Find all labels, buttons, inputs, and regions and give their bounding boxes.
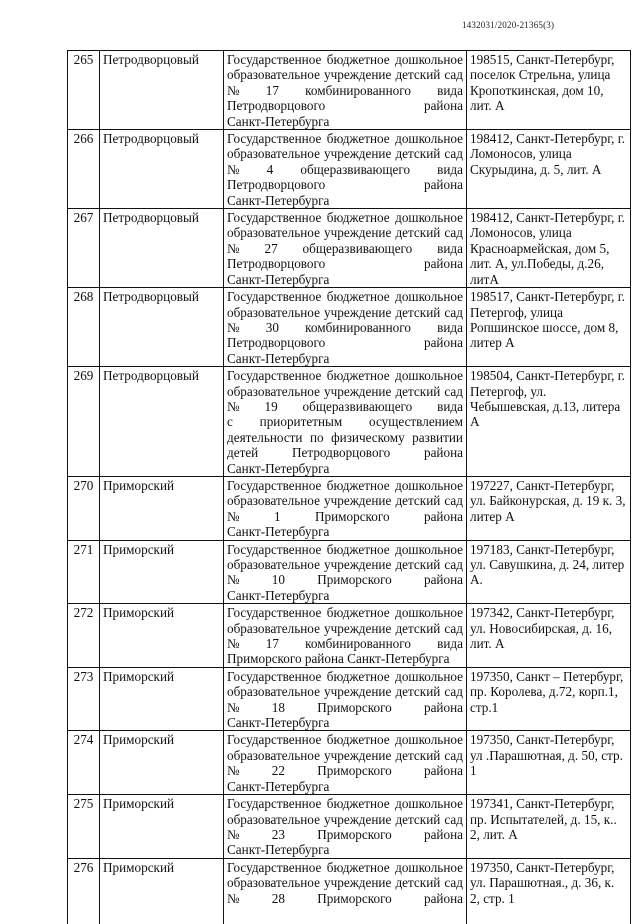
name-line bbox=[227, 700, 463, 715]
name-word: № bbox=[227, 241, 240, 256]
name-line bbox=[227, 241, 463, 256]
name-line: образовательное учреждение детский сад bbox=[227, 384, 463, 399]
name-line bbox=[227, 509, 463, 524]
name-line: Государственное бюджетное дошкольное bbox=[227, 210, 463, 225]
name-line bbox=[227, 162, 463, 177]
row-number: 265 bbox=[68, 51, 100, 130]
name-line: Государственное бюджетное дошкольное bbox=[227, 860, 463, 875]
row-number: 270 bbox=[68, 476, 100, 540]
name-line: образовательное учреждение детский сад bbox=[227, 146, 463, 161]
name-word: детей bbox=[227, 445, 258, 460]
name-line: Санкт-Петербурга bbox=[227, 351, 463, 366]
name-line: образовательное учреждение детский сад bbox=[227, 812, 463, 827]
address-cell: 197350, Санкт-Петербург, ул. Парашютная., д. 36, к. 2, стр. 1 bbox=[467, 858, 631, 924]
name-word: вида bbox=[437, 162, 463, 177]
name-word: 27 bbox=[264, 241, 277, 256]
address-cell: 198412, Санкт-Петербург, г. Ломоносов, улица Красноармейская, дом 5, лит. А, ул.Победы, д.26, литА bbox=[467, 209, 631, 288]
name-line: Государственное бюджетное дошкольное bbox=[227, 732, 463, 747]
name-word: комбинированного bbox=[305, 320, 411, 335]
name-word: Петродворцового bbox=[227, 256, 325, 271]
name-line: образовательное учреждение детский сад bbox=[227, 748, 463, 763]
address-cell: 198412, Санкт-Петербург, г. Ломоносов, улица Скурыдина, д. 5, лит. А bbox=[467, 130, 631, 209]
district-cell: Петродворцовый bbox=[100, 288, 224, 367]
name-line: Государственное бюджетное дошкольное bbox=[227, 669, 463, 684]
institution-name-cell bbox=[224, 540, 467, 604]
table-row bbox=[68, 367, 631, 477]
name-line bbox=[227, 320, 463, 335]
table-row bbox=[68, 858, 631, 924]
name-line: образовательное учреждение детский сад bbox=[227, 493, 463, 508]
name-word: № bbox=[227, 827, 240, 842]
name-word: Петродворцового bbox=[227, 335, 325, 350]
name-line: Санкт-Петербурга bbox=[227, 114, 463, 129]
name-word: района bbox=[424, 335, 463, 350]
district-cell: Петродворцовый bbox=[100, 51, 224, 130]
name-word: района bbox=[424, 445, 463, 460]
name-word: 19 bbox=[264, 399, 277, 414]
district-cell: Приморский bbox=[100, 858, 224, 924]
name-word: Петродворцового bbox=[292, 445, 390, 460]
name-line: Санкт-Петербурга bbox=[227, 779, 463, 794]
name-word: № bbox=[227, 320, 240, 335]
name-line: Приморского района Санкт-Петербурга bbox=[227, 651, 463, 666]
name-word: № bbox=[227, 572, 240, 587]
address-cell: 197350, Санкт – Петербург, пр. Королева, д.72, корп.1, стр.1 bbox=[467, 667, 631, 731]
row-number: 272 bbox=[68, 604, 100, 668]
address-cell: 198504, Санкт-Петербург, г. Петергоф, ул. Чебышевская, д.13, литера А bbox=[467, 367, 631, 477]
address-cell: 198515, Санкт-Петербург, поселок Стрельна, улица Кропоткинская, дом 10, лит. А bbox=[467, 51, 631, 130]
name-word: № bbox=[227, 700, 240, 715]
district-cell: Петродворцовый bbox=[100, 130, 224, 209]
row-number: 274 bbox=[68, 731, 100, 795]
name-line: Санкт-Петербурга bbox=[227, 715, 463, 730]
name-line: образовательное учреждение детский сад bbox=[227, 225, 463, 240]
name-word: района bbox=[424, 700, 463, 715]
name-line bbox=[227, 83, 463, 98]
name-line bbox=[227, 445, 463, 460]
name-word: комбинированного bbox=[305, 83, 411, 98]
name-line: Санкт-Петербурга bbox=[227, 842, 463, 857]
name-word: № bbox=[227, 891, 240, 906]
district-cell: Петродворцовый bbox=[100, 367, 224, 477]
name-word: № bbox=[227, 636, 240, 651]
row-number: 271 bbox=[68, 540, 100, 604]
name-line: образовательное учреждение детский сад bbox=[227, 684, 463, 699]
table-row bbox=[68, 209, 631, 288]
name-word: 10 bbox=[272, 572, 285, 587]
name-line bbox=[227, 335, 463, 350]
institutions-table bbox=[67, 50, 631, 924]
name-word: района bbox=[424, 98, 463, 113]
name-word: вида bbox=[437, 636, 463, 651]
name-word: района bbox=[424, 256, 463, 271]
district-cell: Приморский bbox=[100, 795, 224, 859]
name-line: Государственное бюджетное дошкольное bbox=[227, 368, 463, 383]
name-line: Санкт-Петербурга bbox=[227, 524, 463, 539]
name-word: 23 bbox=[272, 827, 285, 842]
district-cell: Приморский bbox=[100, 476, 224, 540]
institution-name-cell bbox=[224, 130, 467, 209]
district-cell: Петродворцовый bbox=[100, 209, 224, 288]
institution-name-cell bbox=[224, 288, 467, 367]
name-line bbox=[227, 572, 463, 587]
institution-name-cell bbox=[224, 795, 467, 859]
name-line: Государственное бюджетное дошкольное bbox=[227, 542, 463, 557]
name-word: района bbox=[424, 827, 463, 842]
address-cell: 197342, Санкт-Петербург, ул. Новосибирская, д. 16, лит. А bbox=[467, 604, 631, 668]
district-cell: Приморский bbox=[100, 667, 224, 731]
name-line: образовательное учреждение детский сад bbox=[227, 875, 463, 890]
name-word: № bbox=[227, 162, 240, 177]
row-number: 276 bbox=[68, 858, 100, 924]
table-row bbox=[68, 540, 631, 604]
name-word: вида bbox=[437, 399, 463, 414]
name-line: Государственное бюджетное дошкольное bbox=[227, 52, 463, 67]
name-word: вида bbox=[437, 83, 463, 98]
name-word: района bbox=[424, 763, 463, 778]
document-id: 1432031/2020-21365(3) bbox=[462, 20, 554, 30]
institution-name-cell bbox=[224, 476, 467, 540]
name-word: вида bbox=[437, 241, 463, 256]
name-line: Государственное бюджетное дошкольное bbox=[227, 131, 463, 146]
row-number: 273 bbox=[68, 667, 100, 731]
name-word: района bbox=[424, 572, 463, 587]
row-number: 269 bbox=[68, 367, 100, 477]
name-word: района bbox=[424, 891, 463, 906]
name-line: Государственное бюджетное дошкольное bbox=[227, 478, 463, 493]
table-row bbox=[68, 604, 631, 668]
name-line: Государственное бюджетное дошкольное bbox=[227, 289, 463, 304]
table-row bbox=[68, 476, 631, 540]
address-cell: 197183, Санкт-Петербург, ул. Савушкина, д. 24, литер А. bbox=[467, 540, 631, 604]
name-line bbox=[227, 399, 463, 414]
name-word: 28 bbox=[272, 891, 285, 906]
name-word: 1 bbox=[274, 509, 281, 524]
name-word: 30 bbox=[266, 320, 279, 335]
name-word: района bbox=[424, 177, 463, 192]
name-line bbox=[227, 414, 463, 429]
table-row bbox=[68, 731, 631, 795]
name-line: деятельности по физическому развитии bbox=[227, 430, 463, 445]
table-row bbox=[68, 795, 631, 859]
name-line bbox=[227, 256, 463, 271]
address-cell: 198517, Санкт-Петербург, г. Петергоф, улица Ропшинское шоссе, дом 8, литер А bbox=[467, 288, 631, 367]
name-word: общеразвивающего bbox=[300, 162, 410, 177]
name-word: с bbox=[227, 414, 233, 429]
name-word: общеразвивающего bbox=[303, 399, 413, 414]
row-number: 267 bbox=[68, 209, 100, 288]
institution-name-cell bbox=[224, 51, 467, 130]
row-number: 266 bbox=[68, 130, 100, 209]
name-word: № bbox=[227, 399, 240, 414]
name-word: Приморского bbox=[317, 763, 392, 778]
name-word: общеразвивающего bbox=[303, 241, 413, 256]
address-cell: 197341, Санкт-Петербург, пр. Испытателей, д. 15, к.. 2, лит. А bbox=[467, 795, 631, 859]
name-word: № bbox=[227, 83, 240, 98]
name-word: № bbox=[227, 763, 240, 778]
name-word: Приморского bbox=[317, 700, 392, 715]
name-word: Петродворцового bbox=[227, 98, 325, 113]
institution-name-cell bbox=[224, 209, 467, 288]
row-number: 275 bbox=[68, 795, 100, 859]
name-word: 18 bbox=[272, 700, 285, 715]
district-cell: Приморский bbox=[100, 604, 224, 668]
name-line bbox=[227, 636, 463, 651]
table-body bbox=[68, 51, 631, 924]
name-line: образовательное учреждение детский сад bbox=[227, 305, 463, 320]
name-word: осуществлением bbox=[369, 414, 463, 429]
institution-name-cell bbox=[224, 667, 467, 731]
name-word: 22 bbox=[272, 763, 285, 778]
name-line bbox=[227, 763, 463, 778]
name-line: образовательное учреждение детский сад bbox=[227, 621, 463, 636]
table-row bbox=[68, 130, 631, 209]
name-word: 17 bbox=[266, 636, 279, 651]
institution-name-cell bbox=[224, 604, 467, 668]
name-word: Приморского bbox=[317, 891, 392, 906]
name-line: Санкт-Петербурга bbox=[227, 461, 463, 476]
name-line: Санкт-Петербурга bbox=[227, 588, 463, 603]
institution-name-cell bbox=[224, 731, 467, 795]
name-line bbox=[227, 827, 463, 842]
name-line: Санкт-Петербурга bbox=[227, 193, 463, 208]
address-cell: 197227, Санкт-Петербург, ул. Байконурская, д. 19 к. 3, литер А bbox=[467, 476, 631, 540]
name-line: Государственное бюджетное дошкольное bbox=[227, 796, 463, 811]
name-word: района bbox=[424, 509, 463, 524]
name-line: Санкт-Петербурга bbox=[227, 272, 463, 287]
name-line bbox=[227, 98, 463, 113]
name-word: 4 bbox=[267, 162, 274, 177]
name-line bbox=[227, 177, 463, 192]
name-line bbox=[227, 891, 463, 906]
name-line: образовательное учреждение детский сад bbox=[227, 67, 463, 82]
name-word: комбинированного bbox=[305, 636, 411, 651]
name-word: Приморского bbox=[315, 509, 390, 524]
name-word: Приморского bbox=[317, 572, 392, 587]
name-line: Государственное бюджетное дошкольное bbox=[227, 605, 463, 620]
district-cell: Приморский bbox=[100, 540, 224, 604]
name-word: 17 bbox=[266, 83, 279, 98]
name-line: образовательное учреждение детский сад bbox=[227, 557, 463, 572]
table-row bbox=[68, 667, 631, 731]
table-row bbox=[68, 288, 631, 367]
name-word: № bbox=[227, 509, 240, 524]
row-number: 268 bbox=[68, 288, 100, 367]
institution-name-cell bbox=[224, 858, 467, 924]
name-word: приоритетным bbox=[260, 414, 343, 429]
institution-name-cell bbox=[224, 367, 467, 477]
district-cell: Приморский bbox=[100, 731, 224, 795]
table-row bbox=[68, 51, 631, 130]
address-cell: 197350, Санкт-Петербург, ул .Парашютная, д. 50, стр. 1 bbox=[467, 731, 631, 795]
name-word: вида bbox=[437, 320, 463, 335]
name-word: Петродворцового bbox=[227, 177, 325, 192]
name-word: Приморского bbox=[317, 827, 392, 842]
